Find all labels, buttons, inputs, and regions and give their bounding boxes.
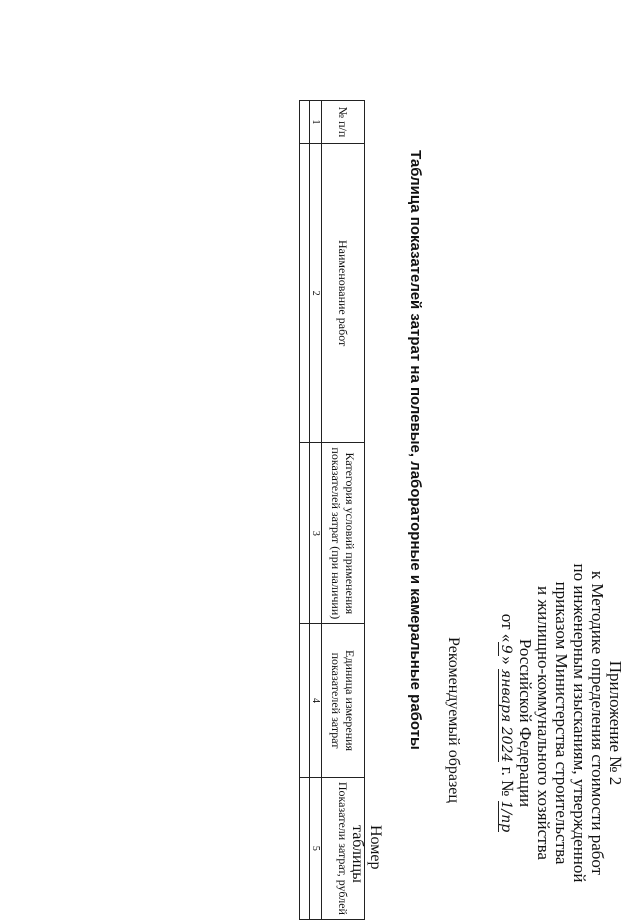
column-number-1: 1 <box>310 101 322 144</box>
header-line-2: по инженерным изысканиям, утвержденной <box>570 563 589 883</box>
approval-header <box>498 528 624 918</box>
column-header-unit: Единица измерения показателей затрат <box>322 624 365 777</box>
table-header-row <box>322 101 365 920</box>
cost-indicators-table <box>299 100 365 920</box>
order-date-line <box>498 528 516 918</box>
column-number-row <box>310 101 322 920</box>
table-number-label: Номер таблицы <box>349 825 384 883</box>
column-number-4: 4 <box>310 624 322 777</box>
date-day-handwritten: 9 <box>498 642 513 656</box>
table-cell <box>300 101 310 144</box>
column-header-work-name: Наименование работ <box>322 143 365 442</box>
column-header-category: Категория условий применения показателей затрат (при наличии) <box>322 443 365 624</box>
table-cell <box>300 143 310 442</box>
table-cell <box>300 777 310 919</box>
column-number-5: 5 <box>310 777 322 919</box>
recommended-sample-label: Рекомендуемый образец <box>445 637 462 803</box>
table-title: Таблица показателей затрат на полевые, лабораторные и камеральные работы <box>407 150 424 750</box>
header-line-5: Российской Федерации <box>516 638 535 808</box>
date-month-year-handwritten: января 2024 <box>498 669 514 763</box>
header-line-4: и жилищно-коммунального хозяйства <box>534 586 553 860</box>
table-cell <box>300 624 310 777</box>
table-row <box>300 101 310 920</box>
date-close-quote: » <box>498 656 517 665</box>
column-header-number: № п/п <box>322 101 365 144</box>
table-cell <box>300 443 310 624</box>
date-suffix: г. № <box>498 766 517 797</box>
date-prefix: от « <box>498 613 517 643</box>
header-line-3: приказом Министерства строительства <box>552 581 571 865</box>
column-number-3: 3 <box>310 443 322 624</box>
appendix-title: Приложение № 2 <box>606 660 625 786</box>
column-number-2: 2 <box>310 143 322 442</box>
order-number-handwritten: 1/пр <box>498 800 515 833</box>
column-header-cost: Показатели затрат, рублей <box>322 777 365 919</box>
header-line-1: к Методике определения стоимости работ <box>588 570 607 876</box>
